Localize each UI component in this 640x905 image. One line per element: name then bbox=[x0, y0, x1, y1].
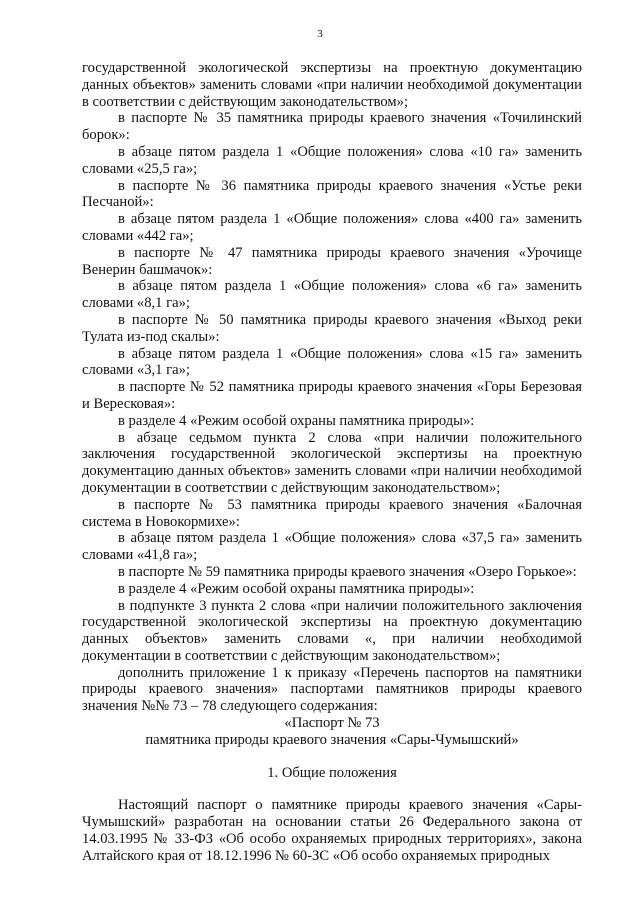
paragraph: в паспорте № 50 памятника природы краевого значения «Выход реки Тулата из-под скалы»: bbox=[82, 311, 582, 345]
paragraph: в паспорте № 36 памятника природы краевого значения «Устье реки Песчаной»: bbox=[82, 177, 582, 211]
paragraph: в паспорте № 52 памятника природы краевого значения «Горы Березовая и Вересковая»: bbox=[82, 379, 582, 412]
paragraph: в абзаце пятом раздела 1 «Общие положения» слова «15 га» заменить словами «3,1 га»; bbox=[82, 345, 582, 379]
paragraph: в паспорте № 53 памятника природы краевого значения «Балочная система в Новокормихе»: bbox=[82, 496, 582, 530]
paragraph: в разделе 4 «Режим особой охраны памятника природы»: bbox=[118, 580, 475, 597]
paragraph: в паспорте № 59 памятника природы краевого значения «Озеро Горькое»: bbox=[118, 563, 577, 580]
paragraph: в абзаце пятом раздела 1 «Общие положения» слова «6 га» заменить словами «8,1 га»; bbox=[82, 278, 582, 312]
paragraph: в абзаце пятом раздела 1 «Общие положения» слова «400 га» заменить словами «442 га»; bbox=[82, 211, 582, 244]
paragraph: государственной экологической экспертизы на проектную документацию данных объектов» заменить словами «при наличии необходимой документации в соответствии с действующим законодательством»; bbox=[82, 60, 582, 110]
paragraph: в абзаце седьмом пункта 2 слова «при наличии положительного заключения государственной экологической экспертизы на проектную документацию данных объектов» заменить словами «при наличии необходимой документации в соответствии с действующим законодательством»; bbox=[82, 429, 582, 496]
page-number: 3 bbox=[317, 28, 323, 40]
paragraph: Настоящий паспорт о памятнике природы краевого значения «Сары-Чумышский» разработан на основании статьи 26 Федерального закона от 14.03.1995 № 33-ФЗ «Об особо охраняемых природных территориях», закона Алтайского края от 18.12.1996 № 60-ЗС «Об особо охраняемых природных bbox=[82, 797, 582, 864]
paragraph: дополнить приложение 1 к приказу «Перечень паспортов на памятники природы краевого значения» паспортами памятников природы краевого значения №№ 73 – 78 следующего содержания: bbox=[82, 664, 582, 715]
paragraph: в разделе 4 «Режим особой охраны памятника природы»: bbox=[118, 412, 475, 429]
paragraph: в паспорте № 35 памятника природы краевого значения «Точилинский борок»: bbox=[82, 110, 582, 144]
paragraph: в паспорте № 47 памятника природы краевого значения «Урочище Венерин башмачок»: bbox=[82, 244, 582, 278]
paragraph: памятника природы краевого значения «Сары-Чумышский» bbox=[145, 731, 519, 748]
document-body bbox=[82, 60, 582, 865]
paragraph: в абзаце пятом раздела 1 «Общие положения» слова «37,5 га» заменить словами «41,8 га»; bbox=[82, 530, 582, 564]
paragraph: «Паспорт № 73 bbox=[284, 715, 380, 732]
paragraph: в абзаце пятом раздела 1 «Общие положения» слова «10 га» заменить словами «25,5 га»; bbox=[82, 143, 582, 177]
paragraph: в подпункте 3 пункта 2 слова «при наличии положительного заключения государственной экологической экспертизы на проектную документацию данных объектов» заменить словами «, при наличии необходимой документации в соответствии с действующим законодательством»; bbox=[82, 597, 582, 664]
paragraph: 1. Общие положения bbox=[267, 764, 397, 781]
